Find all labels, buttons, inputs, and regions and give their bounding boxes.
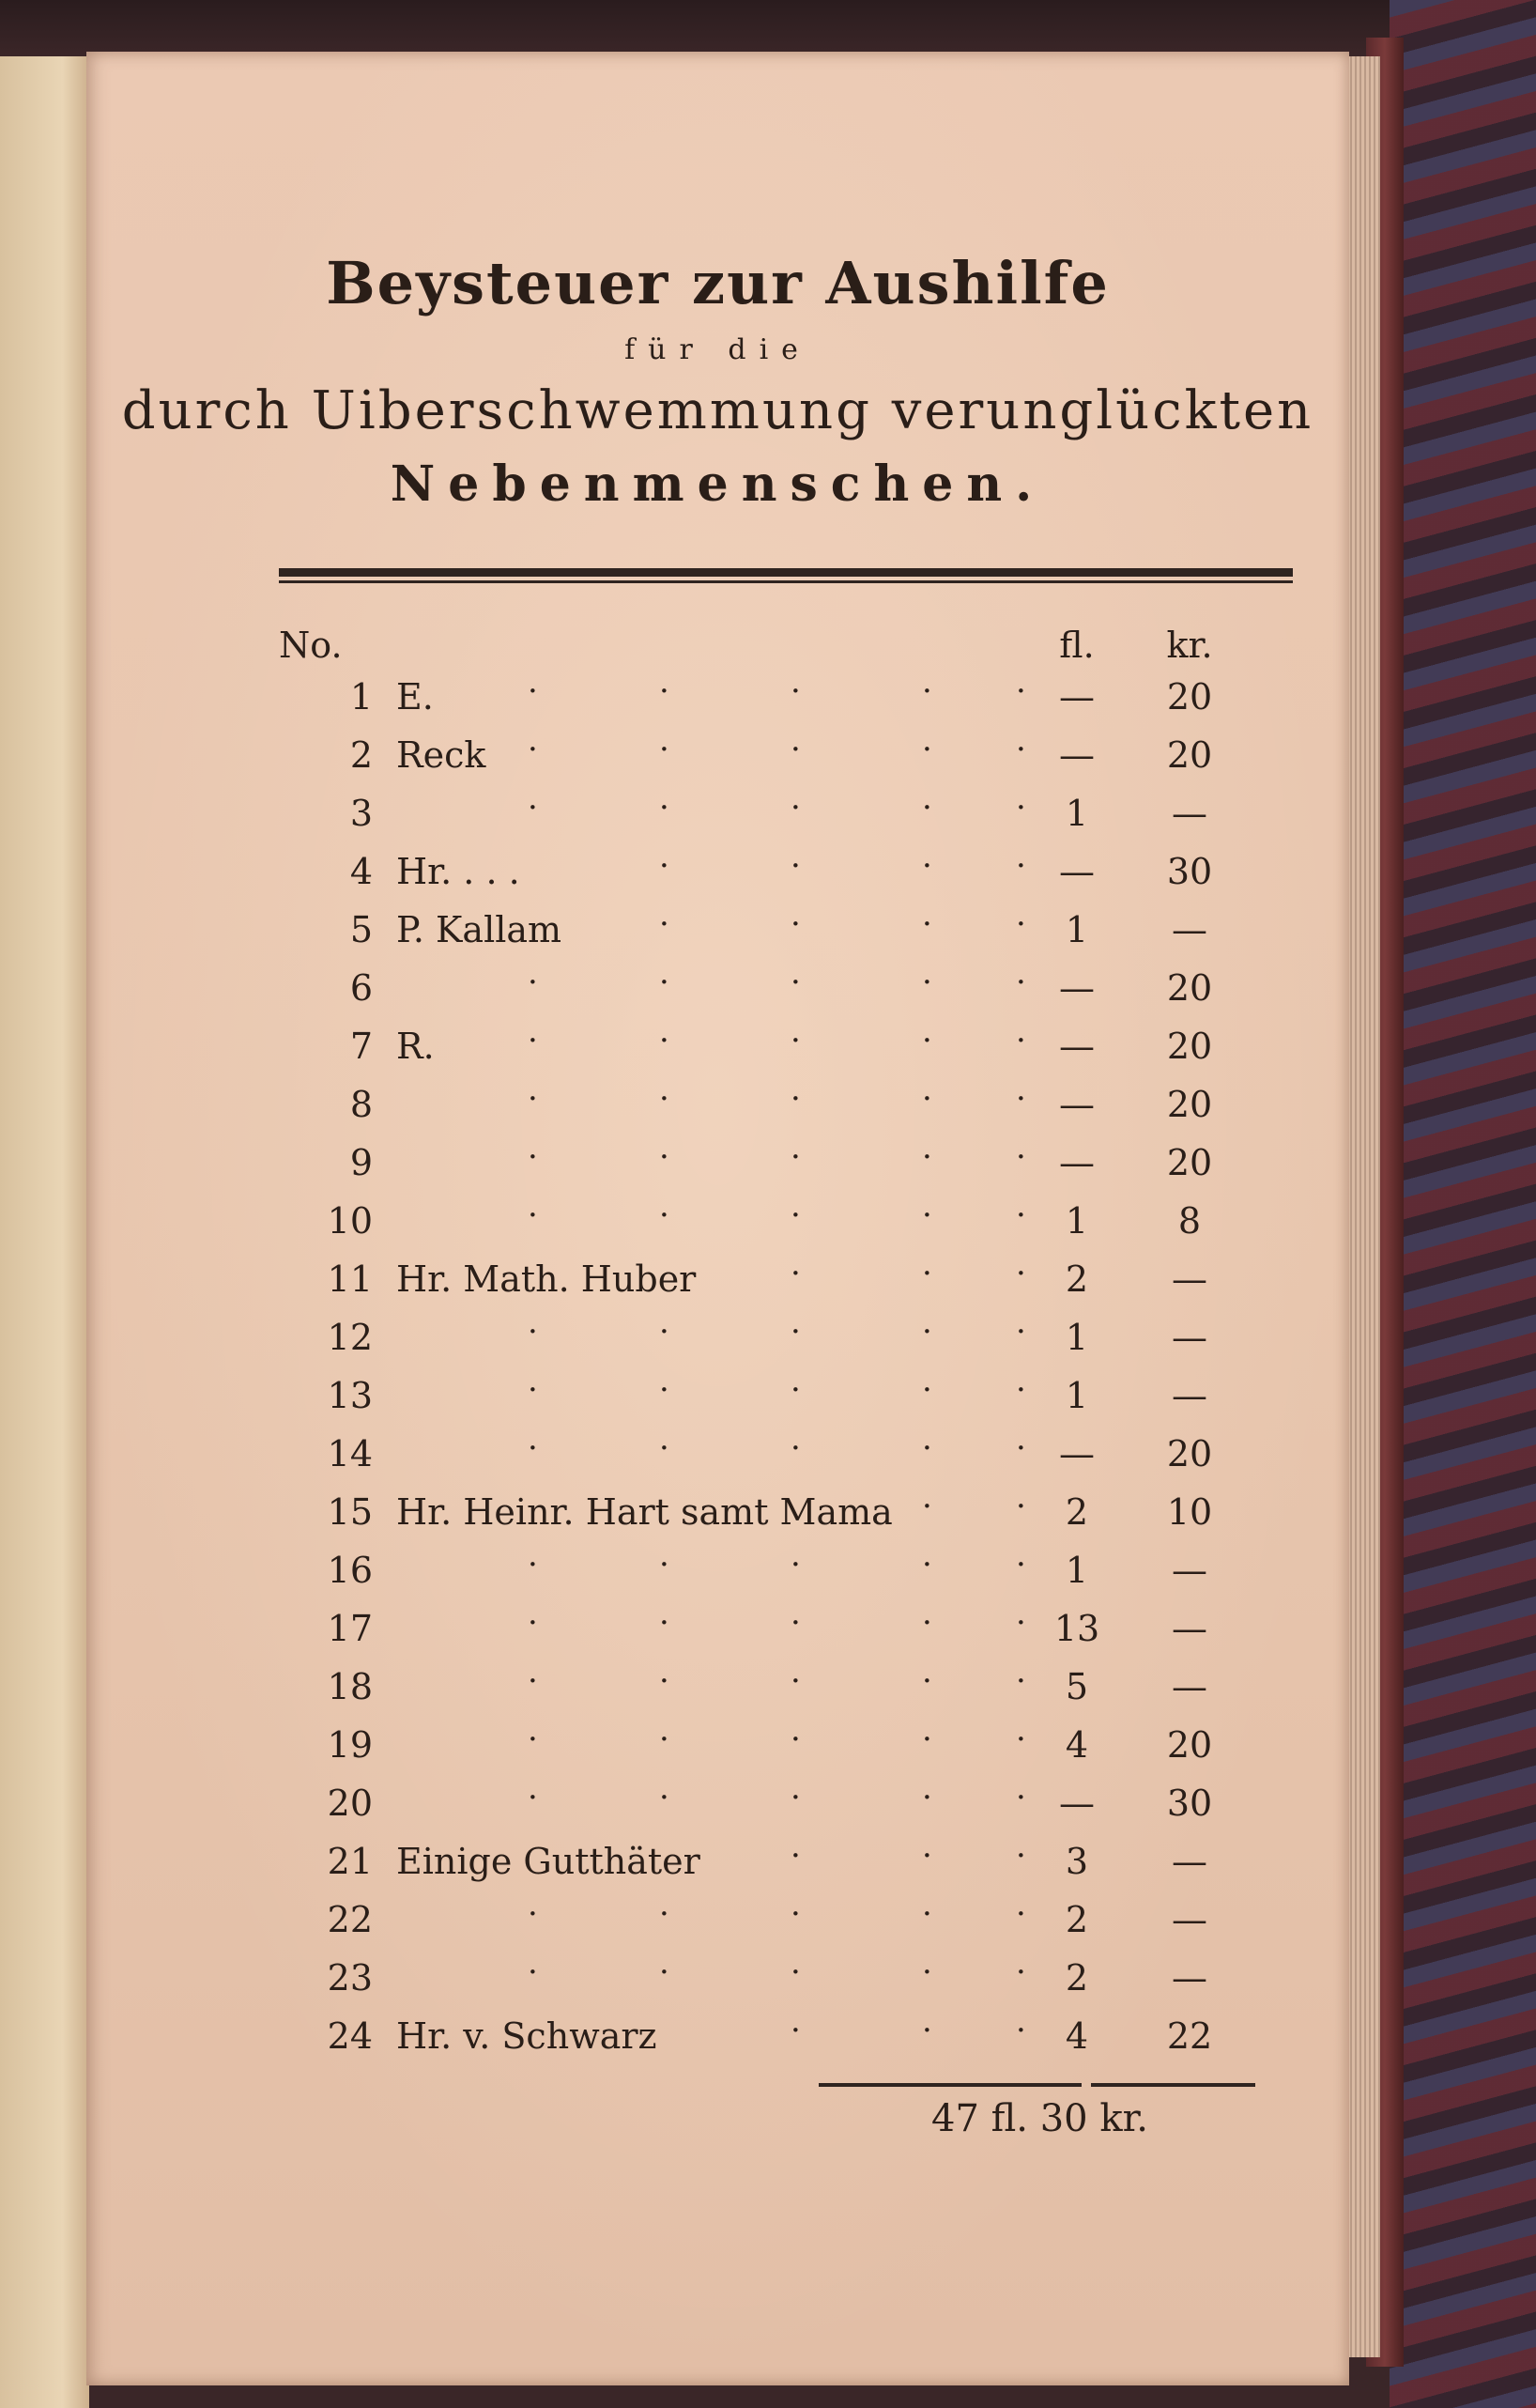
- leader-dot: ·: [659, 1953, 669, 1991]
- entry-number: 21: [327, 1841, 373, 1882]
- entry-number: 3: [349, 793, 373, 834]
- leader-dot: ·: [922, 1721, 932, 1758]
- leader-dot: ·: [1016, 1953, 1026, 1991]
- entry-number: 17: [327, 1608, 373, 1649]
- header-rule-thick: [279, 568, 1293, 577]
- leader-dot: ·: [1016, 964, 1026, 1001]
- amount-kr: —: [1172, 1841, 1207, 1882]
- leader-dot: ·: [1016, 847, 1026, 885]
- amount-fl: —: [1059, 967, 1095, 1009]
- leader-dot: ·: [922, 1196, 932, 1234]
- leader-dot: ·: [922, 1080, 932, 1118]
- donor-name: Hr. . . .: [396, 851, 520, 892]
- leader-dot: ·: [528, 1138, 538, 1176]
- entry-number: 13: [327, 1375, 373, 1416]
- leader-dot: ·: [791, 1138, 801, 1176]
- donor-name: Hr. v. Schwarz: [396, 2015, 657, 2057]
- leader-dot: ·: [922, 1488, 932, 1525]
- leader-dot: ·: [659, 964, 669, 1001]
- leader-dot: ·: [659, 1022, 669, 1059]
- entry-number: 19: [327, 1724, 373, 1766]
- amount-fl: 1: [1065, 1200, 1089, 1242]
- amount-fl: 1: [1065, 1550, 1089, 1591]
- leader-dot: ·: [1016, 1196, 1026, 1234]
- leader-dot: ·: [791, 1371, 801, 1409]
- leader-dot: ·: [791, 1313, 801, 1351]
- sum-rule-right: [1091, 2083, 1255, 2087]
- leader-dot: ·: [922, 1895, 932, 1933]
- leader-dot: ·: [528, 1779, 538, 1816]
- table-row: [86, 1604, 1349, 1664]
- leader-dot: ·: [922, 672, 932, 710]
- leader-dot: ·: [659, 1546, 669, 1583]
- amount-fl: 1: [1065, 1317, 1089, 1358]
- amount-kr: 20: [1166, 1026, 1213, 1067]
- entry-number: 16: [327, 1550, 373, 1591]
- table-row: [86, 1255, 1349, 1315]
- leader-dot: ·: [791, 1953, 801, 1991]
- entry-number: 7: [349, 1026, 373, 1067]
- amount-kr: 8: [1177, 1200, 1202, 1242]
- leader-dot: ·: [528, 1196, 538, 1234]
- leader-dot: ·: [1016, 1721, 1026, 1758]
- leader-dot: ·: [791, 1429, 801, 1467]
- entry-number: 18: [327, 1666, 373, 1707]
- title-line-4: Nebenmenschen.: [390, 455, 1046, 513]
- leader-dot: ·: [528, 1429, 538, 1467]
- title-line-1: Beysteuer zur Aushilfe: [326, 249, 1110, 317]
- leader-dot: ·: [659, 1604, 669, 1642]
- leader-dot: ·: [922, 1604, 932, 1642]
- donor-name: Einige Gutthäter: [396, 1841, 700, 1882]
- leader-dot: ·: [791, 2012, 801, 2049]
- amount-fl: 4: [1065, 1724, 1089, 1766]
- leader-dot: ·: [528, 731, 538, 768]
- leader-dot: ·: [1016, 1546, 1026, 1583]
- column-header-no: No.: [279, 625, 343, 666]
- amount-kr: —: [1172, 793, 1207, 834]
- leader-dot: ·: [528, 672, 538, 710]
- leader-dot: ·: [791, 1721, 801, 1758]
- leader-dot: ·: [1016, 731, 1026, 768]
- leader-dot: ·: [528, 1080, 538, 1118]
- leader-dot: ·: [1016, 1662, 1026, 1700]
- leader-dot: ·: [922, 1022, 932, 1059]
- leader-dot: ·: [659, 1721, 669, 1758]
- amount-kr: —: [1172, 1375, 1207, 1416]
- table-row: [86, 1371, 1349, 1431]
- leader-dot: ·: [528, 1313, 538, 1351]
- leader-dot: ·: [659, 847, 669, 885]
- sum-rule-left: [819, 2083, 1082, 2087]
- amount-fl: —: [1059, 1026, 1095, 1067]
- column-header-fl: fl.: [1059, 625, 1095, 666]
- table-row: [86, 1953, 1349, 2014]
- leader-dot: ·: [791, 1895, 801, 1933]
- amount-kr: 30: [1166, 1783, 1213, 1824]
- donor-name: P. Kallam: [396, 909, 562, 950]
- leader-dot: ·: [922, 847, 932, 885]
- donor-name: E.: [396, 676, 434, 718]
- table-row: [86, 1895, 1349, 1955]
- entry-number: 14: [327, 1433, 373, 1474]
- leader-dot: ·: [922, 905, 932, 943]
- leader-dot: ·: [791, 789, 801, 826]
- facing-page-edge: [0, 56, 89, 2408]
- amount-kr: 10: [1166, 1491, 1213, 1533]
- column-header-kr: kr.: [1166, 625, 1213, 666]
- leader-dot: ·: [528, 1371, 538, 1409]
- entry-number: 23: [327, 1957, 373, 1999]
- leader-dot: ·: [1016, 1895, 1026, 1933]
- leader-dot: ·: [791, 1779, 801, 1816]
- leader-dot: ·: [528, 1662, 538, 1700]
- leader-dot: ·: [659, 905, 669, 943]
- entry-number: 5: [349, 909, 373, 950]
- leader-dot: ·: [528, 1604, 538, 1642]
- leader-dot: ·: [922, 2012, 932, 2049]
- amount-kr: 20: [1166, 967, 1213, 1009]
- amount-kr: 20: [1166, 1142, 1213, 1183]
- leader-dot: ·: [659, 731, 669, 768]
- leader-dot: ·: [1016, 1022, 1026, 1059]
- amount-fl: 2: [1065, 1957, 1089, 1999]
- table-row: [86, 1721, 1349, 1781]
- table-row: [86, 964, 1349, 1024]
- leader-dot: ·: [1016, 1371, 1026, 1409]
- entry-number: 6: [349, 967, 373, 1009]
- amount-fl: 1: [1065, 909, 1089, 950]
- document-page: [86, 52, 1349, 2385]
- amount-fl: 4: [1065, 2015, 1089, 2057]
- leader-dot: ·: [528, 1953, 538, 1991]
- amount-kr: —: [1172, 909, 1207, 950]
- amount-kr: 22: [1166, 2015, 1213, 2057]
- leader-dot: ·: [791, 1022, 801, 1059]
- table-row: [86, 731, 1349, 791]
- leader-dot: ·: [791, 1196, 801, 1234]
- table-row: [86, 1488, 1349, 1548]
- amount-fl: 1: [1065, 1375, 1089, 1416]
- entry-number: 11: [327, 1258, 373, 1300]
- amount-fl: 1: [1065, 793, 1089, 834]
- leader-dot: ·: [791, 731, 801, 768]
- amount-kr: —: [1172, 1957, 1207, 1999]
- leader-dot: ·: [1016, 1080, 1026, 1118]
- donor-name: Hr. Math. Huber: [396, 1258, 697, 1300]
- header-rule-thin: [279, 580, 1293, 583]
- amount-fl: —: [1059, 734, 1095, 776]
- entry-number: 24: [327, 2015, 373, 2057]
- amount-fl: —: [1059, 851, 1095, 892]
- leader-dot: ·: [659, 1138, 669, 1176]
- leader-dot: ·: [1016, 1313, 1026, 1351]
- marbled-cover: [1390, 0, 1536, 2408]
- table-row: [86, 905, 1349, 965]
- leader-dot: ·: [922, 1371, 932, 1409]
- leader-dot: ·: [1016, 1488, 1026, 1525]
- leader-dot: ·: [528, 1895, 538, 1933]
- table-row: [86, 1546, 1349, 1606]
- title-line-2: für die: [624, 333, 811, 366]
- amount-fl: 5: [1065, 1666, 1089, 1707]
- leader-dot: ·: [659, 1080, 669, 1118]
- leader-dot: ·: [791, 1837, 801, 1875]
- amount-kr: —: [1172, 1258, 1207, 1300]
- leader-dot: ·: [659, 672, 669, 710]
- amount-fl: —: [1059, 676, 1095, 718]
- amount-fl: 13: [1053, 1608, 1100, 1649]
- amount-fl: 2: [1065, 1899, 1089, 1940]
- leader-dot: ·: [659, 1196, 669, 1234]
- leader-dot: ·: [659, 1779, 669, 1816]
- leader-dot: ·: [1016, 789, 1026, 826]
- table-row: [86, 847, 1349, 907]
- leader-dot: ·: [1016, 1255, 1026, 1292]
- leader-dot: ·: [922, 1255, 932, 1292]
- amount-kr: 20: [1166, 676, 1213, 718]
- amount-fl: —: [1059, 1142, 1095, 1183]
- leader-dot: ·: [659, 1371, 669, 1409]
- donor-name: Hr. Heinr. Hart samt Mama: [396, 1491, 893, 1533]
- amount-kr: —: [1172, 1317, 1207, 1358]
- table-row: [86, 1080, 1349, 1140]
- table-row: [86, 1196, 1349, 1257]
- donor-name: Reck: [396, 734, 486, 776]
- leader-dot: ·: [791, 1604, 801, 1642]
- leader-dot: ·: [1016, 2012, 1026, 2049]
- leader-dot: ·: [528, 1022, 538, 1059]
- table-row: [86, 1779, 1349, 1839]
- leader-dot: ·: [659, 1895, 669, 1933]
- leader-dot: ·: [1016, 1604, 1026, 1642]
- table-row: [86, 1662, 1349, 1722]
- amount-fl: 3: [1065, 1841, 1089, 1882]
- table-row: [86, 1022, 1349, 1082]
- leader-dot: ·: [922, 1953, 932, 1991]
- leader-dot: ·: [922, 1138, 932, 1176]
- leader-dot: ·: [922, 1779, 932, 1816]
- leader-dot: ·: [791, 672, 801, 710]
- amount-fl: —: [1059, 1783, 1095, 1824]
- amount-kr: 20: [1166, 1084, 1213, 1125]
- entry-number: 10: [327, 1200, 373, 1242]
- leader-dot: ·: [659, 1313, 669, 1351]
- leader-dot: ·: [659, 1662, 669, 1700]
- leader-dot: ·: [922, 731, 932, 768]
- binding-top: [0, 0, 1536, 56]
- table-row: [86, 1138, 1349, 1198]
- amount-kr: 20: [1166, 734, 1213, 776]
- entry-number: 15: [327, 1491, 373, 1533]
- leader-dot: ·: [922, 1429, 932, 1467]
- entry-number: 2: [349, 734, 373, 776]
- leader-dot: ·: [1016, 672, 1026, 710]
- entry-number: 8: [349, 1084, 373, 1125]
- amount-kr: —: [1172, 1666, 1207, 1707]
- leader-dot: ·: [791, 1662, 801, 1700]
- total-amount: 47 fl. 30 kr.: [931, 2097, 1149, 2140]
- leader-dot: ·: [791, 1546, 801, 1583]
- amount-kr: —: [1172, 1608, 1207, 1649]
- entry-number: 22: [327, 1899, 373, 1940]
- leader-dot: ·: [659, 789, 669, 826]
- leader-dot: ·: [659, 1429, 669, 1467]
- leader-dot: ·: [791, 1255, 801, 1292]
- entry-number: 1: [349, 676, 373, 718]
- entry-number: 12: [327, 1317, 373, 1358]
- leader-dot: ·: [1016, 1837, 1026, 1875]
- amount-kr: 20: [1166, 1724, 1213, 1766]
- table-row: [86, 1429, 1349, 1490]
- leader-dot: ·: [1016, 1779, 1026, 1816]
- leader-dot: ·: [922, 1837, 932, 1875]
- title-line-3: durch Uiberschwemmung verunglückten: [121, 380, 1314, 441]
- table-row: [86, 672, 1349, 733]
- amount-fl: 2: [1065, 1258, 1089, 1300]
- amount-fl: —: [1059, 1433, 1095, 1474]
- leader-dot: ·: [922, 789, 932, 826]
- entry-number: 20: [327, 1783, 373, 1824]
- leader-dot: ·: [791, 905, 801, 943]
- leader-dot: ·: [922, 1546, 932, 1583]
- leader-dot: ·: [528, 789, 538, 826]
- leader-dot: ·: [528, 1721, 538, 1758]
- amount-kr: 20: [1166, 1433, 1213, 1474]
- leader-dot: ·: [1016, 1138, 1026, 1176]
- amount-kr: —: [1172, 1550, 1207, 1591]
- amount-fl: —: [1059, 1084, 1095, 1125]
- amount-fl: 2: [1065, 1491, 1089, 1533]
- leader-dot: ·: [1016, 1429, 1026, 1467]
- leader-dot: ·: [1016, 905, 1026, 943]
- table-row: [86, 789, 1349, 849]
- table-row: [86, 1313, 1349, 1373]
- table-row: [86, 2012, 1349, 2072]
- leader-dot: ·: [791, 847, 801, 885]
- amount-kr: 30: [1166, 851, 1213, 892]
- leader-dot: ·: [922, 1313, 932, 1351]
- entry-number: 9: [349, 1142, 373, 1183]
- leader-dot: ·: [791, 964, 801, 1001]
- leader-dot: ·: [791, 1080, 801, 1118]
- leader-dot: ·: [528, 964, 538, 1001]
- table-row: [86, 1837, 1349, 1897]
- entry-number: 4: [349, 851, 373, 892]
- leader-dot: ·: [922, 964, 932, 1001]
- donor-name: R.: [396, 1026, 435, 1067]
- leader-dot: ·: [922, 1662, 932, 1700]
- amount-kr: —: [1172, 1899, 1207, 1940]
- leader-dot: ·: [528, 1546, 538, 1583]
